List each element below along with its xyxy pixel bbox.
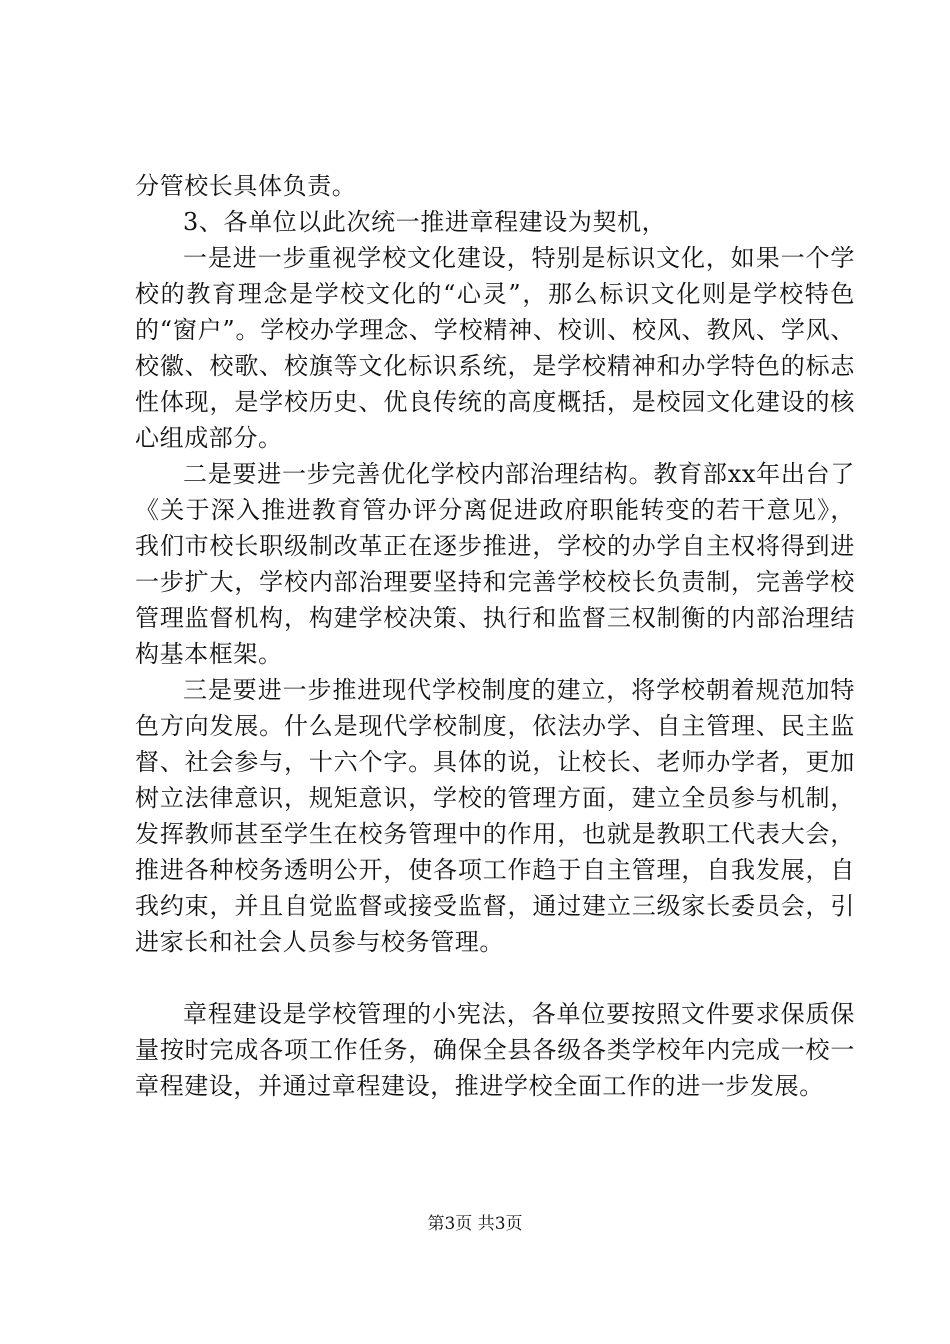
paragraph-gap [135, 960, 855, 996]
paragraph-modern-system: 三是要进一步推进现代学校制度的建立，将学校朝着规范加特色方向发展。什么是现代学校制度，依法办学、自主管理、民主监督、社会参与，十六个字。具体的说，让校长、老师办学者，更加树立法律意识，规矩意识，学校的管理方面，建立全员参与机制，发挥教师甚至学生在校务管理中的作用，也就是教职工代表大会，推进各种校务透明公开，使各项工作趋于自主管理，自我发展，自我约束，并且自觉监督或接受监督，通过建立三级家长委员会，引进家长和社会人员参与校务管理。 [135, 676, 855, 956]
paragraph-item-3: 3、各单位以此次统一推进章程建设为契机， [183, 208, 667, 236]
paragraph-continuation: 分管校长具体负责。 [135, 172, 357, 200]
page-footer: 第3页 共3页 [427, 1214, 523, 1234]
paragraph-culture: 一是进一步重视学校文化建设，特别是标识文化，如果一个学校的教育理念是学校文化的“心灵”，那么标识文化则是学校特色的“窗户”。学校办学理念、学校精神、校训、校风、教风、学风、校徽、校歌、校旗等文化标识系统，是学校精神和办学特色的标志性体现，是学校历史、优良传统的高度概括，是校园文化建设的核心组成部分。 [135, 244, 855, 452]
document-body [135, 168, 855, 1104]
paragraph-conclusion: 章程建设是学校管理的小宪法，各单位要按照文件要求保质保量按时完成各项工作任务，确保全县各级各类学校年内完成一校一章程建设，并通过章程建设，推进学校全面工作的进一步发展。 [135, 1000, 855, 1100]
paragraph-governance: 二是要进一步完善优化学校内部治理结构。教育部xx年出台了《关于深入推进教育管办评分离促进政府职能转变的若干意见》，我们市校长职级制改革正在逐步推进，学校的办学自主权将得到进一步扩大，学校内部治理要坚持和完善学校校长负责制，完善学校管理监督机构，构建学校决策、执行和监督三权制衡的内部治理结构基本框架。 [135, 460, 855, 668]
